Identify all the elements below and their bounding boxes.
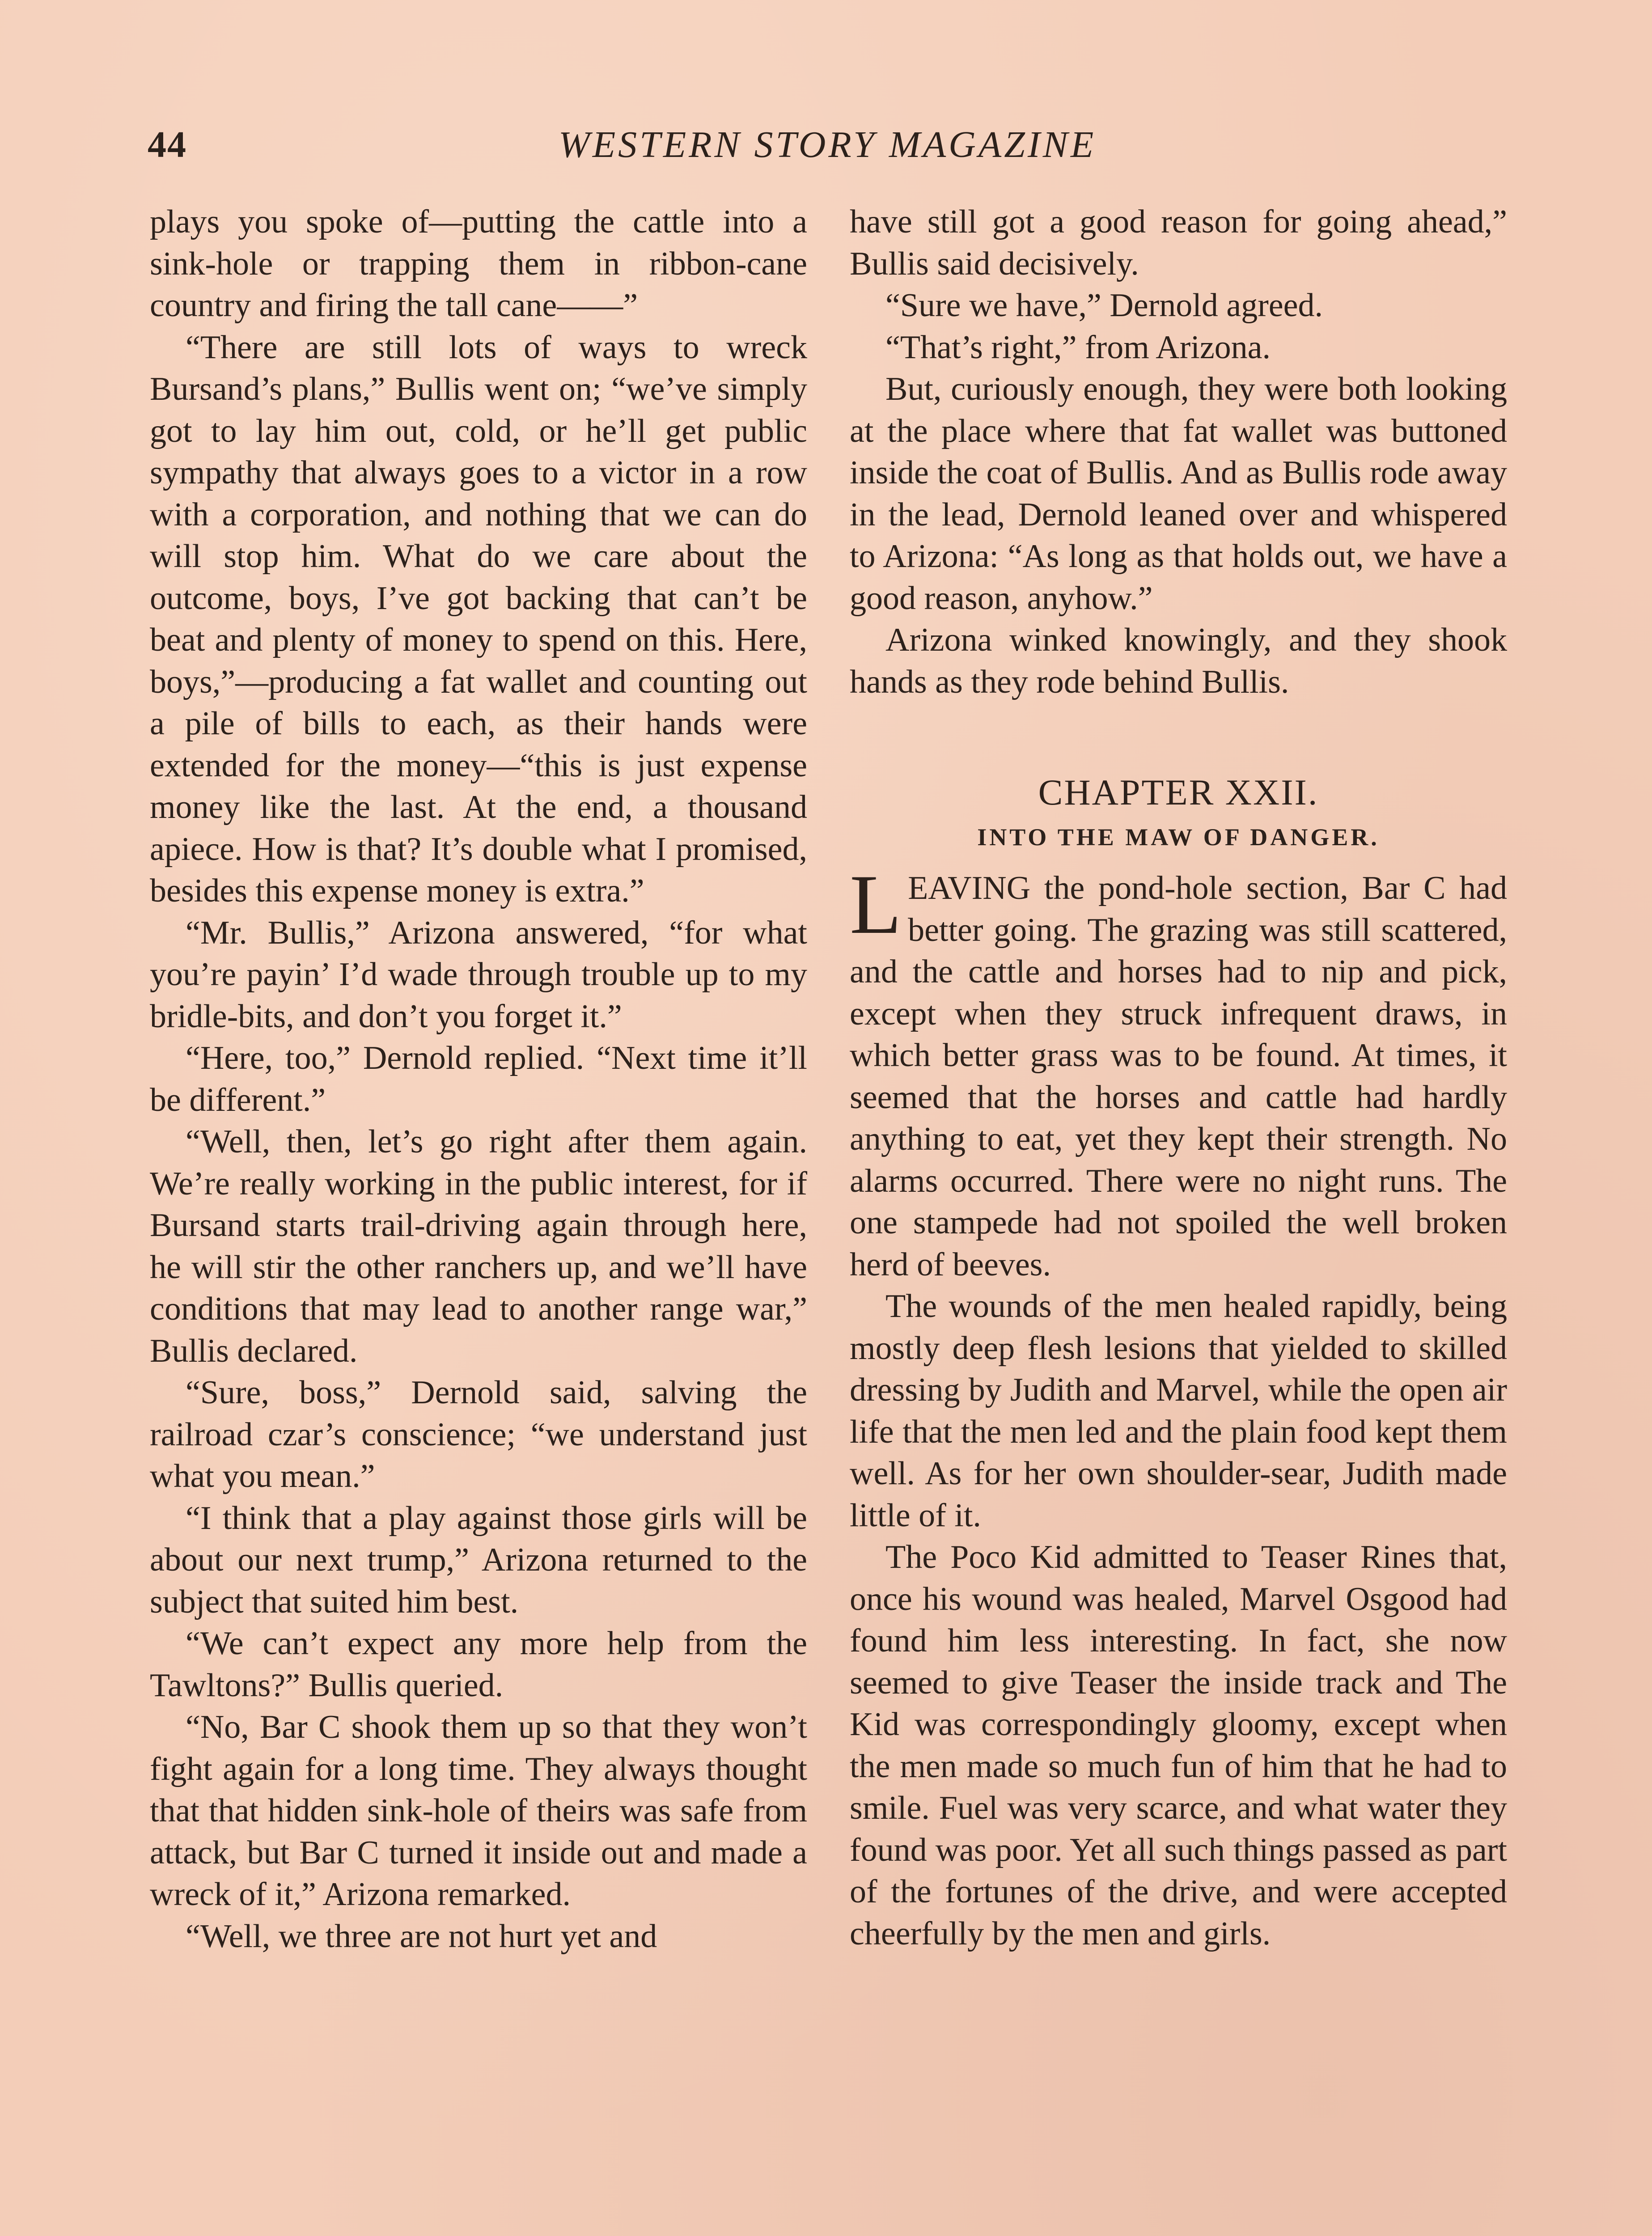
paragraph: “I think that a play against those girls will be about our next trump,” Arizona returned to the subject that suited him best. — [150, 1499, 807, 1620]
paragraph: “Here, too,” Dernold replied. “Next time it’ll be different.” — [150, 1040, 807, 1118]
paragraph: have still got a good reason for going ahead,” Bullis said decisively. — [850, 203, 1507, 282]
paragraph: Arizona winked knowingly, and they shook hands as they rode behind Bullis. — [850, 622, 1507, 700]
left-column — [150, 201, 807, 1957]
paragraph: “Sure we have,” Dernold agreed. — [885, 287, 1323, 324]
paragraph: But, curiously enough, they were both looking at the place where that fat wallet was buttoned inside the coat of Bullis. And as Bullis rode away in the lead, Dernold leaned over and whispered to Arizona: “As long as that holds out, we have a good reason, anyhow.” — [850, 371, 1507, 617]
paragraph: “Well, we three are not hurt yet and — [186, 1918, 657, 1955]
chapter-heading: CHAPTER XXII. — [1038, 772, 1319, 813]
page-header — [148, 123, 1507, 177]
paragraph: plays you spoke of—putting the cattle into a sink-hole or trapping them in ribbon-cane country and firing the tall cane——” — [150, 203, 807, 324]
page-number: 44 — [148, 124, 187, 165]
paragraph: “We can’t expect any more help from the Tawltons?” Bullis queried. — [150, 1625, 807, 1704]
paragraph: The wounds of the men healed rapidly, being mostly deep flesh lesions that yielded to skilled dressing by Judith and Marvel, while the open air life that the men led and the plain food kept them well. As for her own shoulder-sear, Judith made little of it. — [850, 1288, 1507, 1534]
paragraph: “There are still lots of ways to wreck Bursand’s plans,” Bullis went on; “we’ve simply got to lay him out, cold, or he’ll get public sympathy that always goes to a victor in a row with a corporation, and nothing that we can do will stop him. What do we care about the outcome, boys, I’ve got backing that can’t be beat and plenty of money to spend on this. Here, boys,”—producing a fat wallet and counting out a pile of bills to each, as their hands were extended for the money—“this is just expense money like the last. At the end, a thousand apiece. How is that? It’s double what I promised, besides this expense money is extra.” — [150, 329, 807, 909]
opening-paragraph-text: EAVING the pond-hole section, Bar C had better going. The grazing was still scattered, and the cattle and horses had to nip and pick, except when they struck infrequent draws, in which better grass was to be found. At times, it seemed that the horses and cattle had hardly anything to eat, yet they kept their strength. No alarms occurred. There were no night runs. The one stampede had not spoiled the well broken herd of beeves. — [850, 870, 1507, 1283]
running-head: WESTERN STORY MAGAZINE — [558, 124, 1097, 165]
drop-cap: L — [850, 858, 902, 952]
chapter-subheading: INTO THE MAW OF DANGER. — [977, 824, 1380, 851]
paragraph: “Sure, boss,” Dernold said, salving the railroad czar’s conscience; “we understand just what you mean.” — [150, 1374, 807, 1495]
opening-paragraph — [850, 858, 1507, 1286]
paragraph: “That’s right,” from Arizona. — [885, 329, 1271, 366]
paragraph: “Well, then, let’s go right after them again. We’re really working in the public interest, for if Bursand starts trail-driving again through here, he will stir the other ranchers up, and we’ll have conditions that may lead to another range war,” Bullis declared. — [150, 1123, 807, 1369]
paragraph: The Poco Kid admitted to Teaser Rines that, once his wound was healed, Marvel Osgood had found him less interesting. In fact, she now seemed to give Teaser the inside track and The Kid was correspondingly gloomy, except when the men made so much fun of him that he had to smile. Fuel was very scarce, and what water they found was poor. Yet all such things passed as part of the fortunes of the drive, and were accepted cheerfully by the men and girls. — [850, 1539, 1507, 1952]
right-column — [850, 201, 1507, 1955]
paragraph: “Mr. Bullis,” Arizona answered, “for what you’re payin’ I’d wade through trouble up to my bridle-bits, and don’t you forget it.” — [150, 914, 807, 1035]
paragraph: “No, Bar C shook them up so that they won’t fight again for a long time. They always thought that that hidden sink-hole of theirs was safe from attack, but Bar C turned it inside out and made a wreck of it,” Arizona remarked. — [150, 1709, 807, 1913]
